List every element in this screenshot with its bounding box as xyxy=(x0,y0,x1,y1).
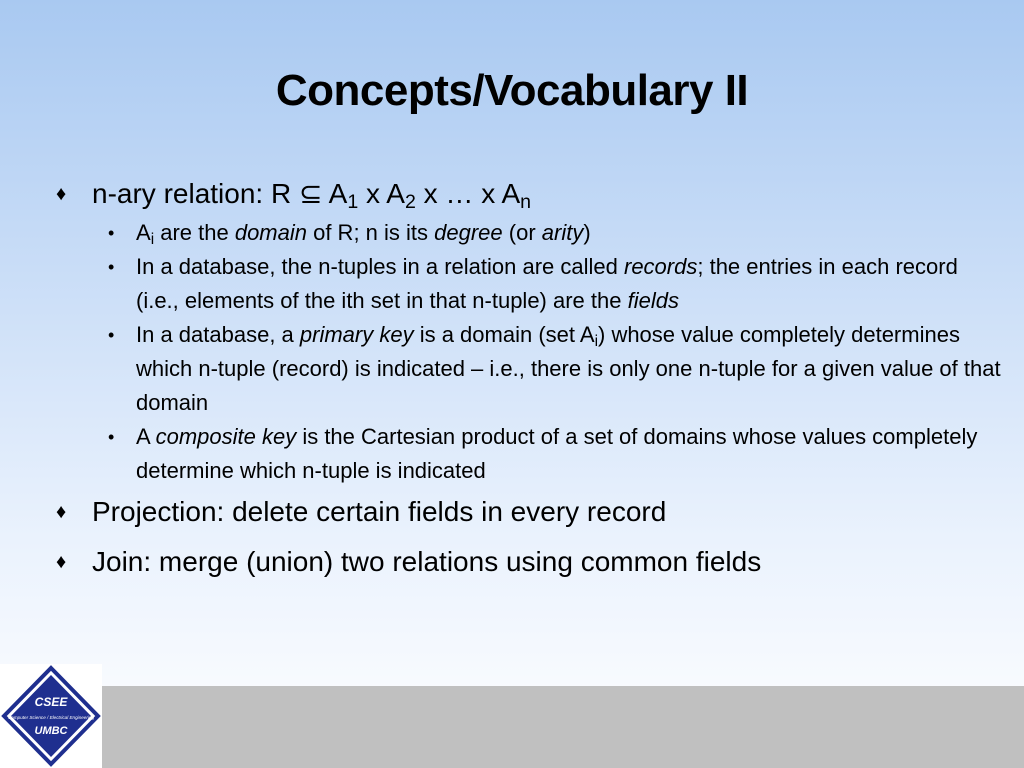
subscript: 1 xyxy=(347,190,359,213)
subscript: i xyxy=(594,332,598,350)
subscript: 2 xyxy=(404,190,416,213)
bullet-text: x A xyxy=(358,178,405,209)
sub-bullet-composite-key xyxy=(56,420,1006,488)
bullet-join xyxy=(56,544,1006,580)
logo-bottom-text: UMBC xyxy=(34,725,68,737)
emphasis-term: composite key xyxy=(155,424,297,449)
sub-bullet-primary-key xyxy=(56,318,1006,420)
sub-bullet-text: A xyxy=(136,424,156,449)
dot-bullet-icon: • xyxy=(108,223,115,243)
logo-diamond-icon xyxy=(0,664,102,768)
bullet-text: Join: merge (union) two relations using common fields xyxy=(92,546,762,577)
sub-bullet-text: is the Cartesian product of a set of domains whose values completely determine which n-tuple is indicated xyxy=(136,424,978,483)
bullet-text: x … x A xyxy=(415,178,521,209)
sub-bullet-text: ) xyxy=(583,220,591,245)
dot-bullet-icon: • xyxy=(108,257,115,277)
subset-symbol: ⊆ xyxy=(298,178,323,209)
subscript: i xyxy=(150,230,155,248)
diamond-bullet-icon: ♦ xyxy=(56,501,67,523)
sub-bullet-domain xyxy=(56,216,1006,250)
sub-bullet-text: A xyxy=(136,220,151,245)
sub-bullet-text: is a domain (set A xyxy=(413,322,595,347)
subscript: n xyxy=(520,190,532,213)
sub-bullet-text: are the xyxy=(154,220,235,245)
emphasis-term: records xyxy=(624,254,698,279)
emphasis-term: primary key xyxy=(299,322,414,347)
slide-title: Concepts/Vocabulary II xyxy=(275,66,749,115)
logo-top-text: CSEE xyxy=(34,695,68,709)
slide-content xyxy=(56,176,1006,580)
csee-umbc-logo xyxy=(0,664,102,768)
dot-bullet-icon: • xyxy=(108,325,115,345)
bullet-projection xyxy=(56,494,1006,530)
diamond-bullet-icon: ♦ xyxy=(56,551,67,573)
bullet-nary-relation xyxy=(56,176,1006,212)
sub-bullet-text: ; the entries in each record (i.e., elements of the ith set in that n-tuple) are the xyxy=(136,254,958,313)
footer-bar xyxy=(102,686,1024,768)
sub-bullet-records xyxy=(56,250,1006,318)
bullet-text: Projection: delete certain fields in every record xyxy=(92,496,667,527)
sub-bullet-text: (or xyxy=(502,220,542,245)
logo-middle-text: Computer Science / Electrical Engineering xyxy=(7,715,95,720)
sub-bullet-text: ) whose value completely determines which n-tuple (record) is indicated – i.e., there is only one n-tuple for a given value of that domain xyxy=(136,322,1001,415)
emphasis-term: fields xyxy=(627,288,679,313)
diamond-bullet-icon: ♦ xyxy=(56,183,67,205)
emphasis-term: arity xyxy=(541,220,584,245)
sub-bullet-text: of R; n is its xyxy=(306,220,435,245)
dot-bullet-icon: • xyxy=(108,427,115,447)
emphasis-term: domain xyxy=(234,220,307,245)
sub-bullet-text: In a database, the n-tuples in a relation are called xyxy=(136,254,624,279)
emphasis-term: degree xyxy=(434,220,503,245)
bullet-text: A xyxy=(328,178,348,209)
bullet-text: n-ary relation: R xyxy=(92,178,299,209)
sub-bullet-text: In a database, a xyxy=(136,322,300,347)
